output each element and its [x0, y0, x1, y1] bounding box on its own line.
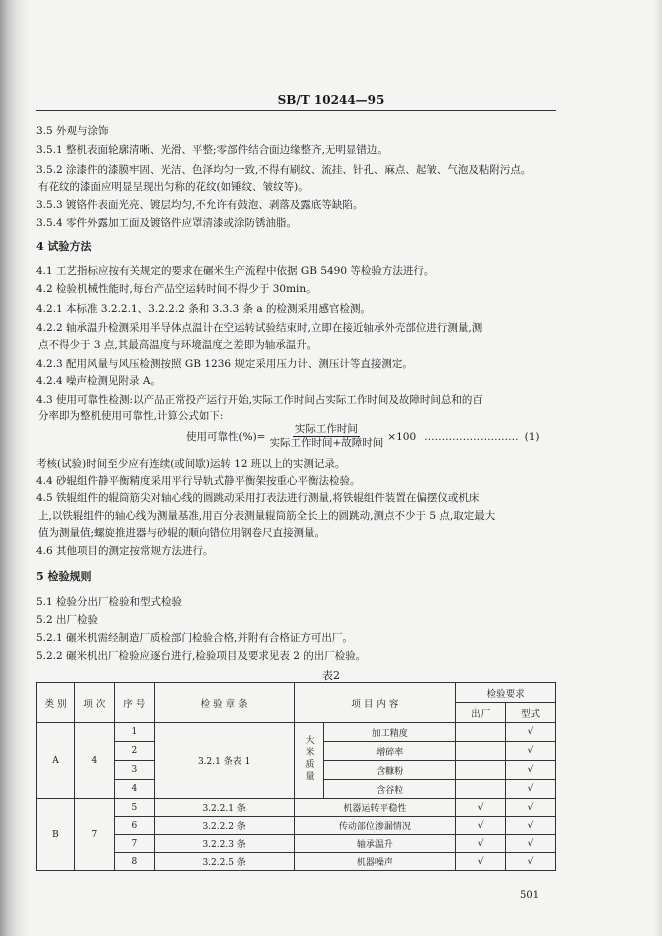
cell-category: B: [37, 799, 75, 871]
cell-type: √: [506, 799, 556, 817]
cell-item: 增碎率: [324, 742, 456, 761]
cell-item: 含糠粉: [324, 761, 456, 780]
cell-seq: 4: [114, 780, 154, 799]
side-label-text: 大米质量: [303, 735, 314, 783]
cell-seq: 6: [114, 817, 154, 835]
paragraph: 5.2.2 碾米机出厂检验应逐台进行,检验项目及要求见表 2 的出厂检验。: [36, 650, 367, 662]
paragraph: 5.1 检验分出厂检验和型式检验: [36, 596, 183, 608]
paragraph: 有花纹的漆面应明显呈现出匀称的花纹(如锤纹、皱纹等)。: [38, 181, 309, 193]
header-rule: [36, 110, 556, 111]
paragraph: 4.2.1 本标准 3.2.2.1、3.2.2.2 条和 3.3.3 条 a 的检测采用感官检测。: [36, 303, 372, 315]
cell-item: 加工精度: [324, 723, 456, 742]
formula-numerator: 实际工作时间: [294, 423, 358, 435]
cell-seq: 3: [114, 761, 154, 780]
formula-multiplier: ×100: [387, 430, 417, 443]
paragraph: 3.5.4 零件外露加工面及镀铬件应罩清漆或涂防锈油脂。: [36, 217, 298, 229]
header-count: 项 次: [74, 683, 114, 723]
cell-item: 传动部位渗漏情况: [294, 817, 456, 835]
cell-factory: √: [456, 817, 506, 835]
paragraph: 值为测量值;螺旋推进器与砂辊的顺向错位用钢卷尺直接测量。: [38, 527, 326, 539]
paragraph: 4.2.4 噪声检测见附录 A。: [36, 375, 161, 387]
cell-factory: [456, 780, 506, 799]
table-caption: 表2: [322, 669, 340, 682]
cell-factory: [456, 742, 506, 761]
cell-item: 含谷粒: [324, 780, 456, 799]
cell-factory: √: [456, 799, 506, 817]
header-type: 型式: [506, 703, 556, 723]
header-req: 检验要求: [456, 683, 556, 703]
cell-type: √: [506, 761, 556, 780]
section-heading: 5 检验规则: [36, 570, 92, 583]
cell-side-label: [294, 723, 324, 799]
paragraph: 4.2.2 轴承温升检测采用半导体点温计在空运转试验结束时,立即在接近轴承外壳部位进行测量,测: [36, 322, 483, 334]
paragraph: 5.2.1 碾米机需经制造厂质检部门检验合格,并附有合格证方可出厂。: [36, 632, 353, 644]
paragraph: 点不得少于 3 点,其最高温度与环境温度之差即为轴承温升。: [38, 339, 318, 351]
formula-fraction: [267, 423, 385, 450]
table-row: [37, 817, 556, 835]
cell-type: √: [506, 835, 556, 853]
header-content: 项 目 内 容: [294, 683, 456, 723]
section-heading: 3.5 外观与涂饰: [36, 125, 109, 137]
paragraph: 3.5.3 镀铬件表面光亮、镀层均匀,不允许有鼓泡、剥落及露底等缺陷。: [36, 199, 364, 211]
cell-type: √: [506, 723, 556, 742]
cell-count: 7: [74, 799, 114, 871]
cell-seq: 7: [114, 835, 154, 853]
paragraph: 3.5.2 涂漆件的漆膜牢固、光洁、色泽均匀一致,不得有刷纹、流挂、针孔、麻点、起皱、气泡及粘附污点。: [36, 164, 532, 176]
cell-item: 轴承温升: [294, 835, 456, 853]
cell-seq: 8: [114, 853, 154, 871]
header-factory: 出厂: [456, 703, 506, 723]
cell-count: 4: [74, 723, 114, 799]
cell-category: A: [37, 723, 75, 799]
cell-clause: 3.2.2.1 条: [154, 799, 294, 817]
cell-clause: 3.2.1 条表 1: [154, 723, 294, 799]
paragraph: 5.2 出厂检验: [36, 614, 99, 626]
cell-seq: 2: [114, 742, 154, 761]
paragraph: 4.2.3 配用风量与风压检测按照 GB 1236 规定采用压力计、测压计等直接测定。: [36, 358, 413, 370]
formula-denominator: 实际工作时间+故障时间: [269, 437, 384, 449]
paragraph: 4.3 使用可靠性检测:以产品正常投产运行开始,实际工作时间占实际工作时间及故障时间总和的百: [36, 394, 483, 406]
inspection-table: [36, 682, 556, 871]
standard-header: SB/T 10244—95: [277, 93, 385, 107]
table-row: [37, 835, 556, 853]
reliability-formula: [186, 423, 540, 450]
cell-seq: 1: [114, 723, 154, 742]
section-heading: 4 试验方法: [36, 240, 92, 253]
cell-clause: 3.2.2.3 条: [154, 835, 294, 853]
cell-factory: √: [456, 835, 506, 853]
paragraph: 4.5 铁辊组件的辊筒筋尖对轴心线的圆跳动采用打表法进行测量,将铁辊组件装置在偏摆仪或机床: [36, 492, 480, 504]
cell-factory: [456, 761, 506, 780]
cell-clause: 3.2.2.5 条: [154, 853, 294, 871]
paragraph: 4.2 检验机械性能时,每台产品空运转时间不得少于 30min。: [36, 283, 317, 295]
paragraph: 分率即为整机使用可靠性,计算公式如下:: [38, 410, 224, 422]
table-header-row: [37, 683, 556, 703]
formula-lhs: 使用可靠性(%)=: [186, 431, 266, 443]
table-row: [37, 853, 556, 871]
cell-factory: [456, 723, 506, 742]
formula-leader: ………………………: [424, 430, 519, 443]
header-category: 类 别: [37, 683, 75, 723]
cell-type: √: [506, 780, 556, 799]
formula-number: (1): [524, 430, 540, 443]
paragraph: 3.5.1 整机表面轮廓清晰、光滑、平整;零部件结合面边缘整齐,无明显错边。: [36, 144, 388, 156]
cell-item: 机器运转平稳性: [294, 799, 456, 817]
scan-edge-left: [0, 0, 30, 936]
paragraph: 考核(试验)时间至少应有连续(或间歇)运转 12 班以上的实测记录。: [36, 458, 346, 470]
cell-seq: 5: [114, 799, 154, 817]
header-clause: 检 验 章 条: [154, 683, 294, 723]
cell-factory: √: [456, 853, 506, 871]
cell-type: √: [506, 853, 556, 871]
table-row: [37, 799, 556, 817]
paragraph: 4.1 工艺指标应按有关规定的要求在碾米生产流程中依据 GB 5490 等检验方法进行。: [36, 265, 435, 277]
cell-type: √: [506, 817, 556, 835]
cell-item: 机器噪声: [294, 853, 456, 871]
page-number: 501: [520, 890, 540, 901]
cell-clause: 3.2.2.2 条: [154, 817, 294, 835]
paragraph: 上,以铁辊组件的轴心线为测量基准,用百分表测量辊筒筋全长上的圆跳动,测点不少于 5 点,取定最大: [38, 510, 496, 522]
paragraph: 4.4 砂辊组件静平衡精度采用平行导轨式静平衡架按重心平衡法检验。: [36, 475, 361, 487]
table-row: [37, 723, 556, 742]
paragraph: 4.6 其他项目的测定按常规方法进行。: [36, 545, 214, 557]
scan-edge-right: [654, 0, 662, 936]
cell-type: √: [506, 742, 556, 761]
header-seq: 序 号: [114, 683, 154, 723]
